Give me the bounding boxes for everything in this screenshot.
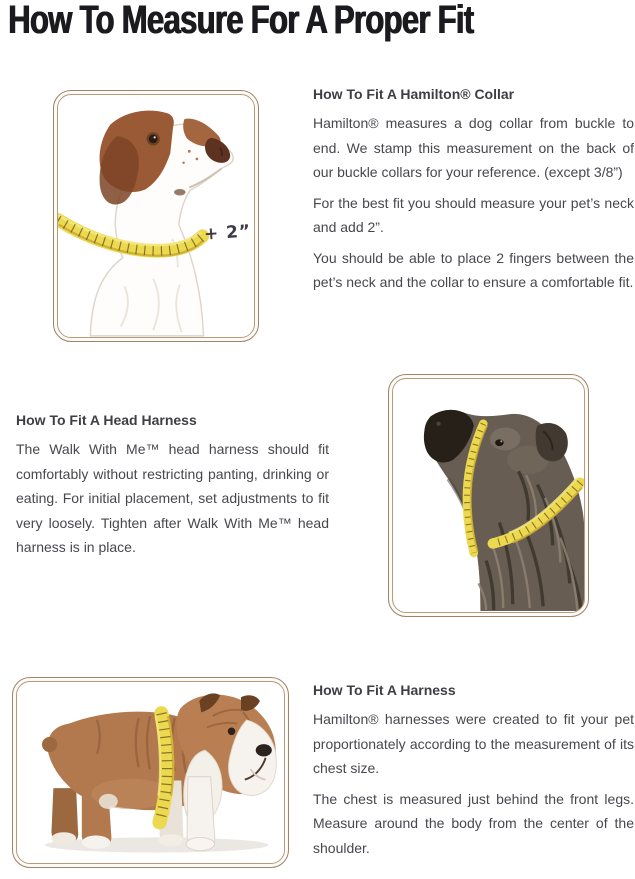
eye-glint [154,136,156,138]
collar-paragraph: You should be able to place 2 fingers between the pet’s neck and the collar to ensure a comfortable fit. [313,249,634,290]
head-harness-paragraph: The Walk With Me™ head harness should fit comfortably without restricting panting, drinking or eating. For initial placement, set adjustments to fit very loosely. Tighten after Walk With Me™ head harness is in place. [16,441,329,555]
harness-paragraph: Hamilton® harnesses were created to fit your pet proportionately according to the measurement of its chest size. [313,711,634,776]
harness-heading: How To Fit A Harness [313,682,456,698]
front-leg-near [187,777,215,846]
collar-text-column [313,84,634,301]
head-harness-text-column [16,410,329,566]
lip-shadow [174,189,185,195]
eye [495,439,504,446]
head-harness-heading: How To Fit A Head Harness [16,412,197,428]
bulldog-chest-measure-illustration [17,682,284,863]
plus-two-inches-label: + 2” [203,221,252,245]
brindle-dog-head-measure-illustration [393,379,584,612]
ground-shadow [45,837,269,852]
eye [228,727,236,735]
tail [42,737,57,752]
collar-photo [57,94,255,338]
paw [186,837,214,850]
harness-paragraph: The chest is measured just behind the front legs. Measure around the body from the center of the shoulder. [313,790,634,856]
harness-photo [16,681,285,864]
harness-photo-frame [12,677,289,868]
collar-paragraph: Hamilton® measures a dog collar from buckle to end. We stamp this measurement on the back of our buckle collars for your reference. (except 3/8”) [313,115,634,180]
collar-paragraph: For the best fit you should measure your pet’s neck and add 2”. [313,194,634,235]
eye [149,135,158,144]
forehead-sheen [490,428,520,451]
paw [51,832,76,844]
spaniel-neck-measure-illustration [58,95,254,337]
head-harness-photo-frame [388,374,589,617]
harness-text-column [313,680,634,866]
page-title: How To Measure For A Proper Fit [8,0,474,42]
paw [159,834,184,846]
head-harness-photo [392,378,585,613]
paw [82,836,110,849]
nose-highlight [437,422,441,426]
nose [256,744,272,756]
collar-photo-frame [53,90,259,342]
eye-glint [500,440,502,442]
collar-heading: How To Fit A Hamilton® Collar [313,86,515,102]
belly-white-spot [99,794,118,809]
ear-right [241,695,260,711]
